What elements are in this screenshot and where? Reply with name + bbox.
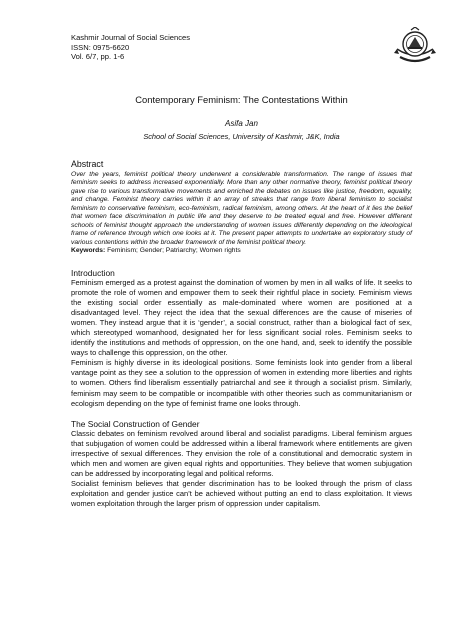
social-construction-heading: The Social Construction of Gender [71, 418, 200, 429]
introduction-paragraph-1: Feminism emerged as a protest against the domination of women by men in all walks of life. It seeks to promote the role of women and empower them to seek their rightful place in society. Feminism views the existing social order essentially as male-dominated where women are positioned at a disadvantaged level. They reject the idea that the sexual differences are the cause of miseries of women. They instead argue that it is ‘gender’, a social construct, rather than a biological fact of sex, which stereotyped womanhood, designated her for less significant social roles. Feminism seeks to identify the institutions and methods of oppression, on the one hand, and, seek to identify the possible ways to challenge this oppression, on the other. [71, 278, 412, 358]
journal-name: Kashmir Journal of Social Sciences [71, 33, 191, 42]
introduction-paragraph-2: Feminism is highly diverse in its ideological positions. Some feminists look into gender from a liberal vantage point as they see a solution to the oppression of women in extending more liberties and rights to women. Others find liberalism essentially patriarchal and see it through a socialist prism. Similarly, feminism may seem to be compatible or incompatible with other theories such as communitarianism or ecologism depending on the type of feminist frame one looks through. [71, 358, 412, 408]
abstract-heading: Abstract [71, 158, 104, 169]
keywords-label: Keywords: [71, 247, 106, 255]
article-author: Asifa Jan [225, 118, 258, 128]
keywords-line [71, 247, 412, 256]
author-affiliation: School of Social Sciences, University of Kashmir, J&K, India [143, 131, 340, 141]
article-title: Contemporary Feminism: The Contestations Within [135, 93, 348, 105]
journal-issn: ISSN: 0975-6620 [71, 42, 130, 52]
social-construction-paragraph-2: Socialist feminism believes that gender discrimination has to be looked through the prism of class exploitation and gender justice can’t be achieved without putting an end to class exploitation. It views women exploitation through the larger prism of oppression under capitalism. [71, 478, 412, 508]
keywords-list: Feminism; Gender; Patriarchy; Women rights [107, 247, 241, 255]
introduction-heading: Introduction [71, 268, 115, 279]
university-seal-icon [394, 27, 436, 65]
journal-volume: Vol. 6/7, pp. 1-6 [71, 52, 125, 61]
abstract-text: Over the years, feminist political theory underwent a considerable transformation. The range of issues that feminism seeks to address increased exponentially. More than any other normative theory, feminist political theory gave rise to various transformative movements and enriched the debates on issues like justice, freedom, equality, and change. Feminist theory carries within it an array of streaks that range from liberal feminism to socialist feminism to conservative feminism, eco-feminism, radical feminism, among others. At the heart of it lies the belief that women face discrimination in public life and they deserve to be treated equal and free. However different schools of feminist thought approach the understanding of women issues differently depending on the ideological frame of reference through which one looks at it. The present paper attempts to undertake an exploratory study of various contentions within the broader framework of the feminist political theory. [71, 170, 412, 246]
social-construction-paragraph-1: Classic debates on feminism revolved around liberal and socialist paradigms. Liberal feminism argues that subjugation of women could be addressed within a liberal framework where entitlements are given irrespective of sexual differences. They envision the role of a constitutional and democratic system in which men and women are given equal rights and opportunities. They believe that women subjugation can be addressed by incorporating legal and political reforms. [71, 428, 412, 478]
journal-header [71, 33, 412, 62]
